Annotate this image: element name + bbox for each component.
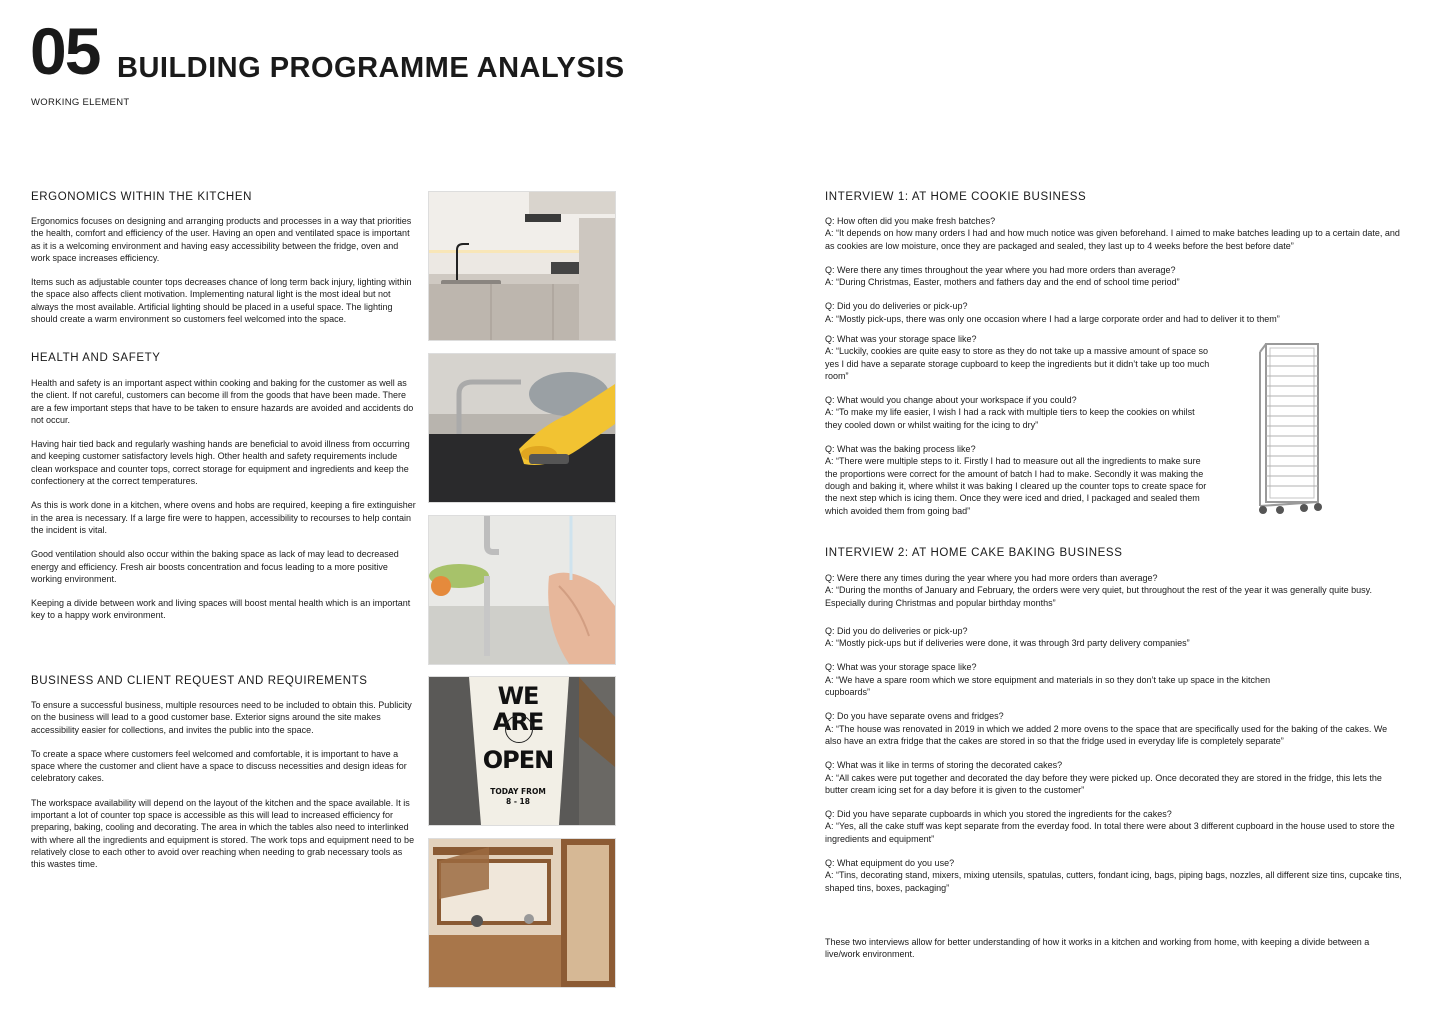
answer-text: A: “Mostly pick-ups but if deliveries were done, it was through 3rd party delivery companies” [825,638,1190,649]
health-safety-paragraph: As this is work done in a kitchen, where ovens and hobs are required, keeping a fire extinguisher in the area is necessary. If a large fire were to happen, accessibility to recourses to help contain the incident is vital. [31,500,416,535]
interview2-qa-item [825,625,1405,650]
answer-text: A: “Tins, decorating stand, mixers, mixing utensils, spatulas, cutters, fondant icing, bags, piping bags, nozzles, all different size tins, cupcake tins, shaped tins, boxes, packaging” [825,870,1402,893]
sign-line-hours: 8 - 18 [506,797,530,806]
open-sign-photo [428,676,616,826]
section-number: 05 [30,14,100,88]
answer-text: A: “Yes, all the cake stuff was kept separate from the everday food. In total there were about 3 different cupboard in the house used to store the ingredients and equipment” [825,821,1395,844]
sign-line-today-from: TODAY FROM [490,787,546,796]
interview1-qa-item [825,215,1405,252]
answer-text: A: “Luckily, cookies are quite easy to store as they do not take up a massive amount of space so yes I did have a separate storage cupboard to keep the ingredients but it didn’t take up too much room” [825,346,1210,381]
sign-line-we-are: WE ARE [492,682,544,736]
question-text: Q: What was it like in terms of storing the decorated cakes? [825,760,1063,771]
conclusion-paragraph: These two interviews allow for better understanding of how it works in a kitchen and working from home, with keeping a divide between a live/work environment. [825,937,1370,960]
sign-line-open: OPEN [482,746,554,774]
ergonomics-paragraph: Items such as adjustable counter tops decreases chance of long term back injury, lighting within the space also affects client motivation. Implementing natural light is the most ideal but not always the most available. Artificial lighting should be placed in a useful space. The lighting should create a warm environment so customers feel welcomed into the space. [31,277,412,325]
handwashing-photo [428,515,616,665]
page-subtitle: WORKING ELEMENT [31,97,130,108]
interview1-qa-bottom [825,333,1213,529]
interview2-qa-item [825,759,1405,796]
ergonomics-paragraph: Ergonomics focuses on designing and arranging products and processes in a way that priorities the health, comfort and efficiency of the user. Having an open and ventilated space is important as it is a welcoming environment and having easy accessibility between the fridge, oven and work space increases efficiency. [31,216,412,263]
business-paragraph: To ensure a successful business, multiple resources need to be included to obtain this. Publicity on the business will lead to a good customer base. Exterior signs around the site makes accessibility easier for collections, and invites the public into the space. [31,700,412,735]
cleaning-photo [428,353,616,503]
question-text: Q: What was your storage space like? [825,334,977,344]
answer-text: A: “To make my life easier, I wish I had a rack with multiple tiers to keep the cookies on whilst they cooled down or whilst waiting for the icing to dry” [825,407,1195,430]
health-safety-body [31,377,416,634]
health-safety-paragraph: Health and safety is an important aspect within cooking and baking for the customer as well as the client. If not careful, customers can become ill from the goods that have been made. There are a few important steps that have to be taken to ensure hazards are avoided and accidents do not occur. [31,378,414,425]
interview2-qa [825,572,1405,906]
question-text: Q: Were there any times during the year where you had more orders than average? [825,573,1158,583]
answer-text: A: “During the months of January and February, the orders were very quiet, but throughout the rest of the year it was generally quite busy. Especially during Christmas and popular birthday months” [825,585,1372,608]
interview2-qa-item [825,808,1405,845]
question-text: Q: Did you have separate cupboards in which you stored the ingredients for the cakes? [825,809,1172,820]
ergonomics-body [31,215,416,337]
question-text: Q: What would you change about your workspace if you could? [825,395,1077,406]
business-paragraph: The workspace availability will depend on the layout of the kitchen and the space available. It is important a lot of counter top space is accessible as this will lead to increased efficiency for preparing, baking, cooling and decorating. The area in which the tables also need to interlinked with where all the ingredients and equipment is stored. The work tops and equipment need to be relatively close to each other to avoid over reaching when needing to grab necessary tools as this wastes time. [31,797,415,870]
question-text: Q: What was the baking process like? [825,444,976,455]
page-title: BUILDING PROGRAMME ANALYSIS [117,52,625,84]
interview2-qa-item [825,710,1405,747]
answer-text: A: “Mostly pick-ups, there was only one occasion where I had a large corporate order and had to deliver it to them” [825,313,1280,324]
interview1-qa-item [825,333,1213,382]
serving-hatch-photo [428,838,616,988]
ergonomics-heading: ERGONOMICS WITHIN THE KITCHEN [31,191,252,203]
interview2-qa-item [825,572,1405,609]
question-text: Q: How often did you make fresh batches? [825,216,996,226]
interview1-qa-item [825,443,1213,517]
conclusion-text [825,936,1405,973]
business-body [31,699,416,883]
business-paragraph: To create a space where customers feel welcomed and comfortable, it is important to have a space where the customer and client have a space to discuss necessities and design ideas for celebratory cakes. [31,748,407,784]
health-safety-paragraph: Having hair tied back and regularly washing hands are beneficial to avoid illness from occurring and keeping customer satisfactory levels high. Other health and safety requirements include clean workspace and counter tops, correct storage for equipment and ingredients and keep the confectionery at the correct temperatures. [31,439,410,487]
kitchen-photo [428,191,616,341]
interview2-heading: INTERVIEW 2: AT HOME CAKE BAKING BUSINESS [825,547,1123,559]
question-text: Q: What equipment do you use? [825,858,955,869]
business-heading: BUSINESS AND CLIENT REQUEST AND REQUIREMENTS [31,675,368,687]
health-safety-paragraph: Keeping a divide between work and living spaces will boost mental health which is an important key to a happy work environment. [31,598,411,621]
interview1-qa-item [825,394,1213,431]
answer-text: A: “The house was renovated in 2019 in which we added 2 more ovens to the space that are specifically used for the baking of the cakes. We also have an extra fridge that the cakes are stored in so that the fridge used in everyday life is completely separate” [825,723,1388,746]
answer-text: A: “There were multiple steps to it. Firstly I had to measure out all the ingredients to make sure the proportions were correct for the amount of batch I had to make. Secondly it was making the dough and baking it, where whilst it was baking I cleared up the counter tops to create space for the next step which is icing them. Once they were iced and dried, I packaged and sealed them which avoided them from going bad” [825,456,1207,516]
interview1-qa-item [825,264,1405,289]
answer-text: A: “During Christmas, Easter, mothers and fathers day and the end of school time period” [825,277,1180,288]
interview1-heading: INTERVIEW 1: AT HOME COOKIE BUSINESS [825,191,1087,203]
question-text: Q: Do you have separate ovens and fridges? [825,711,1004,722]
bakery-rack-image [1258,342,1324,516]
interview2-qa-item [825,857,1405,894]
baker-icon [505,715,533,743]
answer-text: A: “It depends on how many orders I had and how much notice was given beforehand. I aimed to make batches leading up to a certain date, and as cookies are low moisture, once they are packaged and sealed, they last up to 4 weeks before the best before date” [825,228,1400,251]
question-text: Q: What was your storage space like? [825,662,977,673]
answer-text: A: “We have a spare room which we store equipment and materials in so they don’t take up space in the kitchen cupboards” [825,674,1271,698]
interview1-qa-top [825,215,1405,337]
question-text: Q: Did you do deliveries or pick-up? [825,625,968,636]
answer-text: A: “All cakes were put together and decorated the day before they were picked up. Once decorated they are stored in the fridge, this lets the butter cream icing set for a day before it is given to the customer” [825,772,1382,795]
question-text: Q: Did you do deliveries or pick-up? [825,301,968,312]
interview1-qa-item [825,300,1405,325]
health-safety-paragraph: Good ventilation should also occur within the baking space as lack of may lead to decreased energy and efficiency. Fresh air boosts concentration and focus leading to a more positive working environment. [31,549,399,584]
interview2-qa-item [825,661,1405,698]
question-text: Q: Were there any times throughout the year where you had more orders than average? [825,264,1176,275]
health-safety-heading: HEALTH AND SAFETY [31,352,161,364]
